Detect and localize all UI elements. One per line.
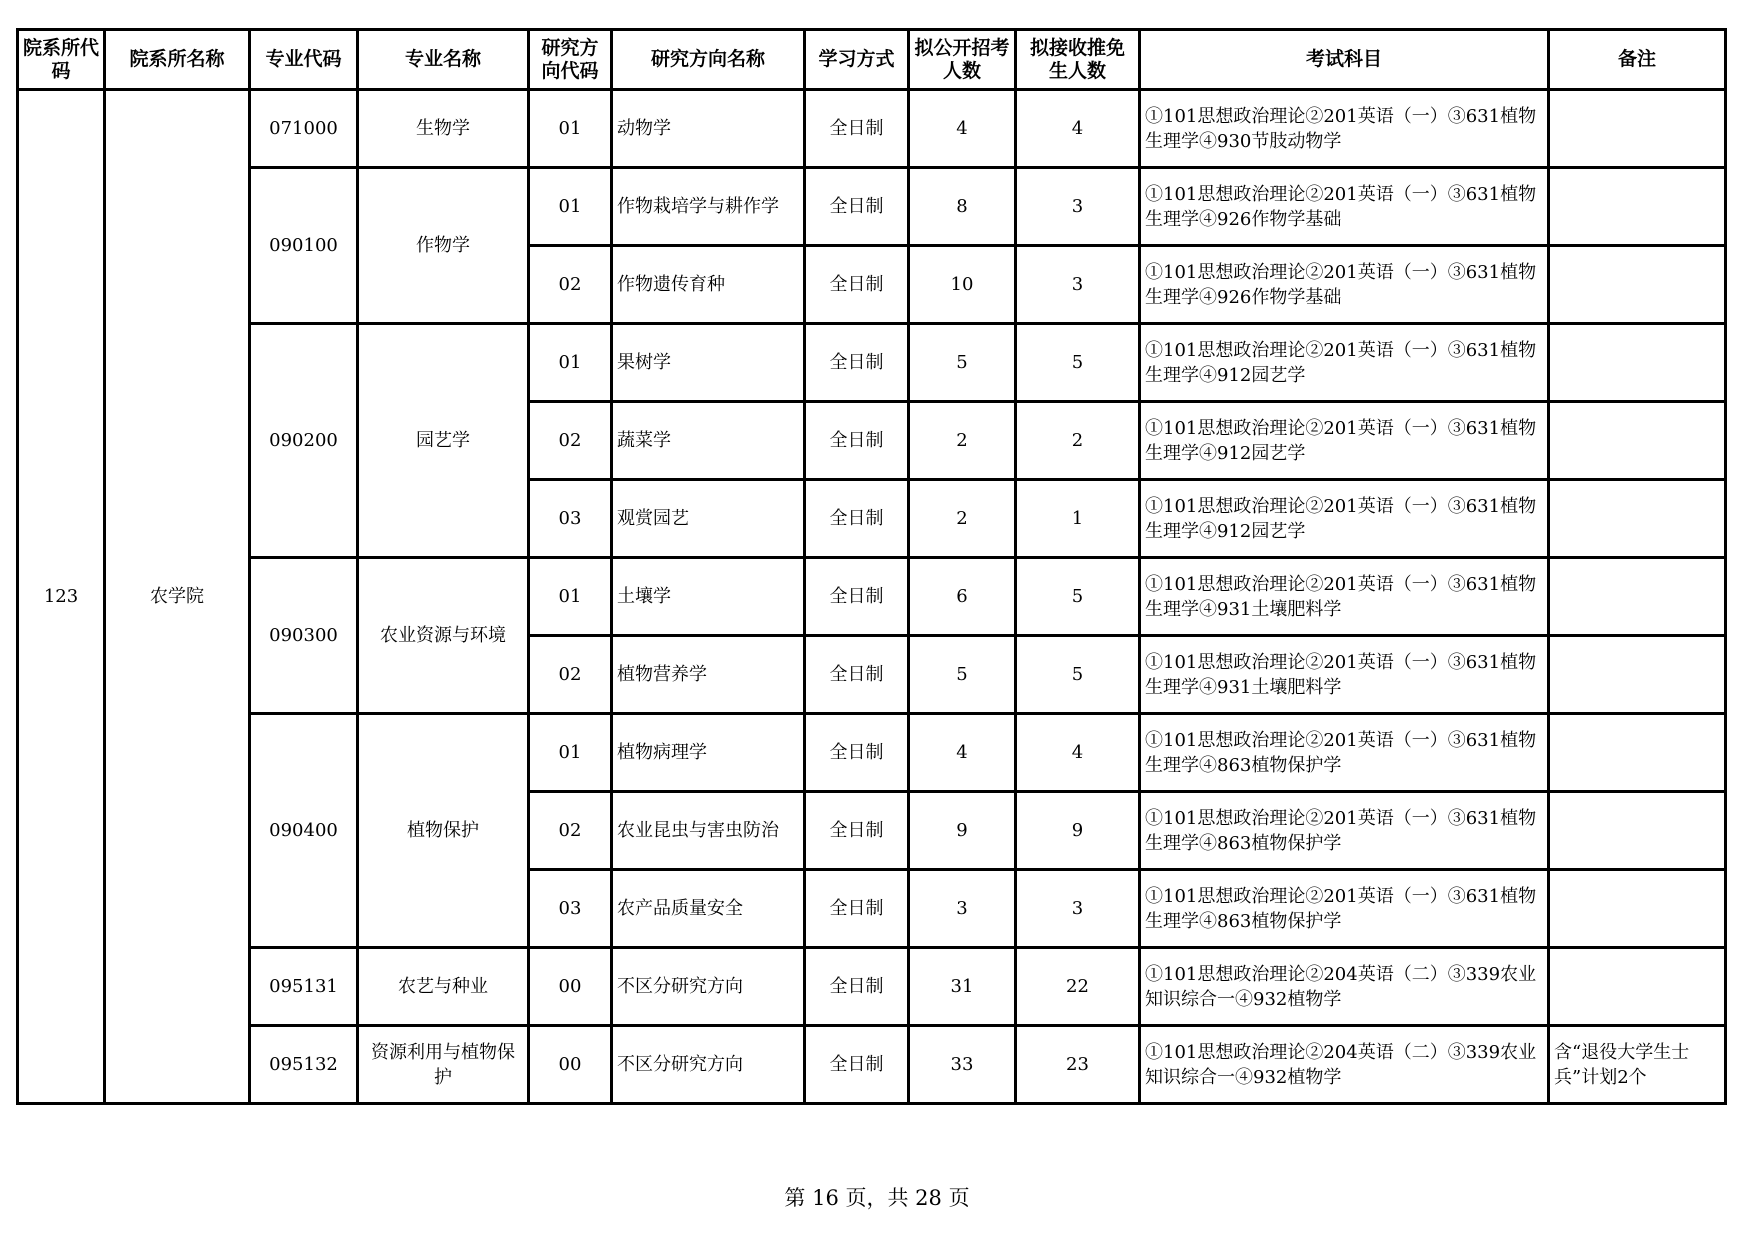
exam-subjects-cell: ①101思想政治理论②201英语（一）③631植物生理学④863植物保护学 bbox=[1140, 870, 1549, 948]
header-direction-name: 研究方向名称 bbox=[612, 30, 805, 90]
direction-code-cell: 03 bbox=[529, 870, 612, 948]
table-row bbox=[18, 558, 1726, 636]
major-code-cell: 090400 bbox=[250, 714, 358, 948]
exam-subjects-cell: ①101思想政治理论②201英语（一）③631植物生理学④863植物保护学 bbox=[1140, 792, 1549, 870]
major-name-cell: 作物学 bbox=[358, 168, 529, 324]
exam-subjects-cell: ①101思想政治理论②201英语（一）③631植物生理学④926作物学基础 bbox=[1140, 246, 1549, 324]
header-dept-name: 院系所名称 bbox=[105, 30, 250, 90]
exempt-quota-cell: 4 bbox=[1016, 90, 1140, 168]
notes-cell bbox=[1549, 870, 1726, 948]
exam-subjects-cell: ①101思想政治理论②201英语（一）③631植物生理学④930节肢动物学 bbox=[1140, 90, 1549, 168]
header-exam-subjects: 考试科目 bbox=[1140, 30, 1549, 90]
study-mode-cell: 全日制 bbox=[805, 558, 909, 636]
exam-subjects-cell: ①101思想政治理论②201英语（一）③631植物生理学④931土壤肥料学 bbox=[1140, 558, 1549, 636]
direction-code-cell: 02 bbox=[529, 246, 612, 324]
notes-cell bbox=[1549, 168, 1726, 246]
exempt-quota-cell: 23 bbox=[1016, 1026, 1140, 1104]
direction-code-cell: 01 bbox=[529, 90, 612, 168]
open-quota-cell: 4 bbox=[909, 90, 1016, 168]
direction-name-cell: 作物栽培学与耕作学 bbox=[612, 168, 805, 246]
exempt-quota-cell: 3 bbox=[1016, 246, 1140, 324]
notes-cell: 含“退役大学生士兵”计划2个 bbox=[1549, 1026, 1726, 1104]
notes-cell bbox=[1549, 558, 1726, 636]
notes-cell bbox=[1549, 714, 1726, 792]
notes-cell bbox=[1549, 480, 1726, 558]
exempt-quota-cell: 5 bbox=[1016, 558, 1140, 636]
table-row bbox=[18, 90, 1726, 168]
direction-code-cell: 01 bbox=[529, 714, 612, 792]
exam-subjects-cell: ①101思想政治理论②201英语（一）③631植物生理学④931土壤肥料学 bbox=[1140, 636, 1549, 714]
header-study-mode: 学习方式 bbox=[805, 30, 909, 90]
exam-subjects-cell: ①101思想政治理论②201英语（一）③631植物生理学④863植物保护学 bbox=[1140, 714, 1549, 792]
major-code-cell: 090300 bbox=[250, 558, 358, 714]
open-quota-cell: 3 bbox=[909, 870, 1016, 948]
table-row bbox=[18, 1026, 1726, 1104]
direction-code-cell: 02 bbox=[529, 792, 612, 870]
major-code-cell: 090100 bbox=[250, 168, 358, 324]
header-direction-code: 研究方向代码 bbox=[529, 30, 612, 90]
header-open-quota: 拟公开招考人数 bbox=[909, 30, 1016, 90]
direction-name-cell: 不区分研究方向 bbox=[612, 1026, 805, 1104]
direction-name-cell: 农业昆虫与害虫防治 bbox=[612, 792, 805, 870]
direction-name-cell: 蔬菜学 bbox=[612, 402, 805, 480]
exempt-quota-cell: 1 bbox=[1016, 480, 1140, 558]
direction-name-cell: 植物病理学 bbox=[612, 714, 805, 792]
exempt-quota-cell: 5 bbox=[1016, 636, 1140, 714]
major-code-cell: 095132 bbox=[250, 1026, 358, 1104]
major-name-cell: 农艺与种业 bbox=[358, 948, 529, 1026]
open-quota-cell: 2 bbox=[909, 402, 1016, 480]
notes-cell bbox=[1549, 636, 1726, 714]
study-mode-cell: 全日制 bbox=[805, 480, 909, 558]
direction-name-cell: 不区分研究方向 bbox=[612, 948, 805, 1026]
major-code-cell: 090200 bbox=[250, 324, 358, 558]
direction-name-cell: 农产品质量安全 bbox=[612, 870, 805, 948]
exempt-quota-cell: 9 bbox=[1016, 792, 1140, 870]
study-mode-cell: 全日制 bbox=[805, 870, 909, 948]
study-mode-cell: 全日制 bbox=[805, 714, 909, 792]
notes-cell bbox=[1549, 792, 1726, 870]
exam-subjects-cell: ①101思想政治理论②201英语（一）③631植物生理学④926作物学基础 bbox=[1140, 168, 1549, 246]
study-mode-cell: 全日制 bbox=[805, 636, 909, 714]
open-quota-cell: 31 bbox=[909, 948, 1016, 1026]
study-mode-cell: 全日制 bbox=[805, 324, 909, 402]
exam-subjects-cell: ①101思想政治理论②204英语（二）③339农业知识综合一④932植物学 bbox=[1140, 1026, 1549, 1104]
direction-name-cell: 植物营养学 bbox=[612, 636, 805, 714]
study-mode-cell: 全日制 bbox=[805, 792, 909, 870]
exempt-quota-cell: 5 bbox=[1016, 324, 1140, 402]
header-major-code: 专业代码 bbox=[250, 30, 358, 90]
study-mode-cell: 全日制 bbox=[805, 168, 909, 246]
table-row bbox=[18, 714, 1726, 792]
major-name-cell: 生物学 bbox=[358, 90, 529, 168]
direction-code-cell: 01 bbox=[529, 168, 612, 246]
open-quota-cell: 6 bbox=[909, 558, 1016, 636]
header-exempt-quota: 拟接收推免生人数 bbox=[1016, 30, 1140, 90]
major-code-cell: 095131 bbox=[250, 948, 358, 1026]
direction-code-cell: 02 bbox=[529, 636, 612, 714]
table-row bbox=[18, 324, 1726, 402]
exam-subjects-cell: ①101思想政治理论②204英语（二）③339农业知识综合一④932植物学 bbox=[1140, 948, 1549, 1026]
study-mode-cell: 全日制 bbox=[805, 90, 909, 168]
exempt-quota-cell: 3 bbox=[1016, 168, 1140, 246]
open-quota-cell: 5 bbox=[909, 636, 1016, 714]
study-mode-cell: 全日制 bbox=[805, 1026, 909, 1104]
enrollment-plan-table bbox=[16, 28, 1727, 1105]
study-mode-cell: 全日制 bbox=[805, 948, 909, 1026]
direction-name-cell: 观赏园艺 bbox=[612, 480, 805, 558]
direction-name-cell: 动物学 bbox=[612, 90, 805, 168]
direction-code-cell: 02 bbox=[529, 402, 612, 480]
direction-name-cell: 土壤学 bbox=[612, 558, 805, 636]
direction-name-cell: 作物遗传育种 bbox=[612, 246, 805, 324]
direction-code-cell: 00 bbox=[529, 1026, 612, 1104]
open-quota-cell: 10 bbox=[909, 246, 1016, 324]
header-row bbox=[18, 30, 1726, 90]
major-name-cell: 园艺学 bbox=[358, 324, 529, 558]
notes-cell bbox=[1549, 246, 1726, 324]
header-major-name: 专业名称 bbox=[358, 30, 529, 90]
direction-code-cell: 01 bbox=[529, 558, 612, 636]
major-name-cell: 资源利用与植物保护 bbox=[358, 1026, 529, 1104]
notes-cell bbox=[1549, 90, 1726, 168]
direction-name-cell: 果树学 bbox=[612, 324, 805, 402]
open-quota-cell: 8 bbox=[909, 168, 1016, 246]
exempt-quota-cell: 22 bbox=[1016, 948, 1140, 1026]
direction-code-cell: 03 bbox=[529, 480, 612, 558]
notes-cell bbox=[1549, 324, 1726, 402]
major-name-cell: 植物保护 bbox=[358, 714, 529, 948]
exempt-quota-cell: 2 bbox=[1016, 402, 1140, 480]
study-mode-cell: 全日制 bbox=[805, 246, 909, 324]
table-row bbox=[18, 168, 1726, 246]
open-quota-cell: 4 bbox=[909, 714, 1016, 792]
exam-subjects-cell: ①101思想政治理论②201英语（一）③631植物生理学④912园艺学 bbox=[1140, 402, 1549, 480]
exam-subjects-cell: ①101思想政治理论②201英语（一）③631植物生理学④912园艺学 bbox=[1140, 324, 1549, 402]
dept-name-cell: 农学院 bbox=[105, 90, 250, 1104]
dept-code-cell: 123 bbox=[18, 90, 105, 1104]
exempt-quota-cell: 3 bbox=[1016, 870, 1140, 948]
direction-code-cell: 01 bbox=[529, 324, 612, 402]
page-number-footer: 第 16 页，共 28 页 bbox=[784, 1186, 970, 1210]
open-quota-cell: 2 bbox=[909, 480, 1016, 558]
notes-cell bbox=[1549, 402, 1726, 480]
header-notes: 备注 bbox=[1549, 30, 1726, 90]
header-dept-code: 院系所代码 bbox=[18, 30, 105, 90]
exam-subjects-cell: ①101思想政治理论②201英语（一）③631植物生理学④912园艺学 bbox=[1140, 480, 1549, 558]
study-mode-cell: 全日制 bbox=[805, 402, 909, 480]
table-row bbox=[18, 948, 1726, 1026]
open-quota-cell: 9 bbox=[909, 792, 1016, 870]
exempt-quota-cell: 4 bbox=[1016, 714, 1140, 792]
major-name-cell: 农业资源与环境 bbox=[358, 558, 529, 714]
notes-cell bbox=[1549, 948, 1726, 1026]
open-quota-cell: 33 bbox=[909, 1026, 1016, 1104]
open-quota-cell: 5 bbox=[909, 324, 1016, 402]
direction-code-cell: 00 bbox=[529, 948, 612, 1026]
major-code-cell: 071000 bbox=[250, 90, 358, 168]
